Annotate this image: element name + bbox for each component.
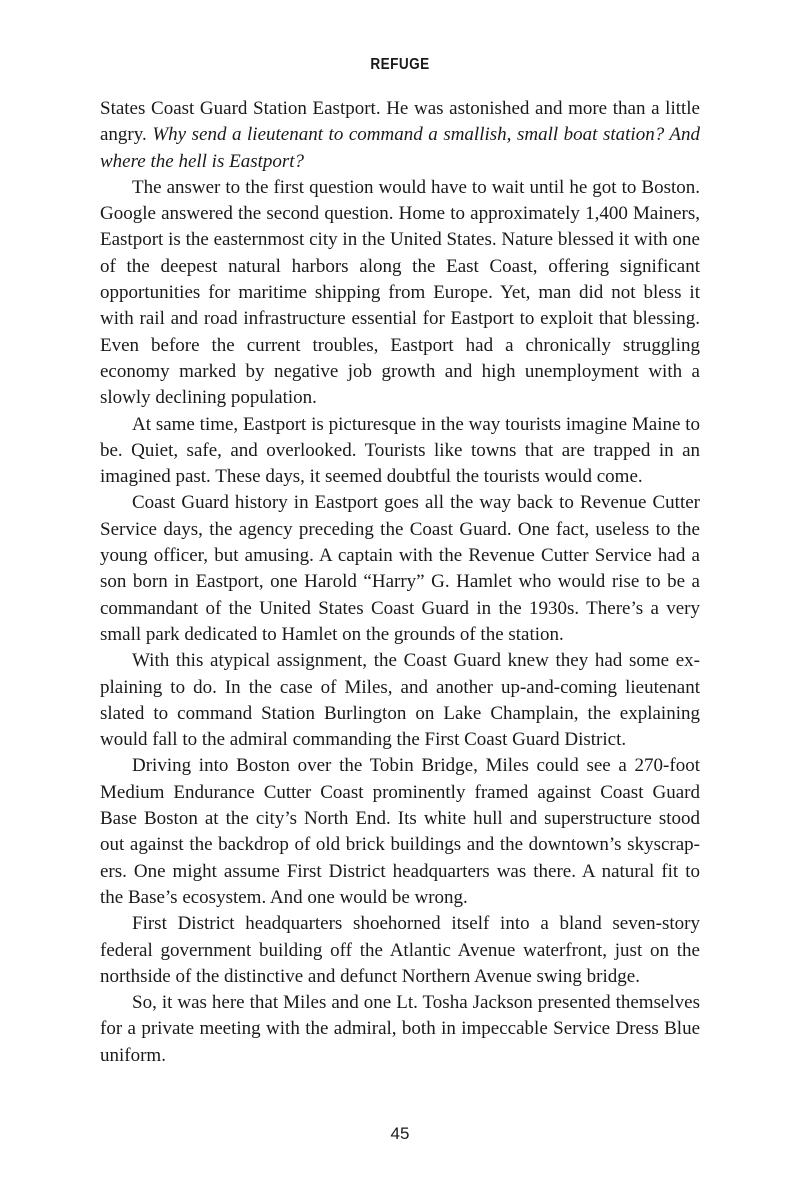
paragraph-4: Coast Guard history in Eastport goes all the way back to Revenue Cutter Service days, the agency preceding the Coast Guard. One fact, useless to the young officer, but amusing. A captain with the Revenue Cutter Service had a son born in Eastport, one Harold “Harry” G. Hamlet who would rise to be a commandant of the United States Coast Guard in the 1930s. There’s a very small park dedicated to Hamlet on the grounds of the station.: [100, 492, 700, 645]
paragraph-6: Driving into Boston over the Tobin Bridge, Miles could see a 270-foot Medium Endurance Cutter Coast prominently framed against Coast Guard Base Boston at the city’s North End. Its white hull and superstructure stood out against the backdrop of old brick buildings and the downtown’s skyscrapers. One might assume First District headquarters was there. A natural fit to the Base’s ecosystem. And one would be wrong.: [100, 755, 700, 908]
paragraph-1: [100, 96, 700, 175]
paragraph-5: With this atypical assignment, the Coast Guard knew they had some explaining to do. In the case of Miles, and another up-and-coming lieutenant slated to command Station Burlington on Lake Champlain, the explaining would fall to the admiral commanding the First Coast Guard District.: [100, 650, 700, 751]
paragraph-7: First District headquarters shoehorned itself into a bland seven-story federal government building off the Atlantic Avenue waterfront, just on the northside of the distinctive and defunct Northern Avenue swing bridge.: [100, 913, 700, 987]
running-head: REFUGE: [370, 56, 430, 73]
paragraph-2: The answer to the first question would have to wait until he got to Boston. Google answered the second question. Home to approximately 1,400 Mainers, Eastport is the easternmost city in the United States. Nature blessed it with one of the deepest natural harbors along the East Coast, offering significant opportunities for maritime shipping from Europe. Yet, man did not bless it with rail and road infrastructure essential for Eastport to exploit that blessing. Even before the current troubles, Eastport had a chronically struggling economy marked by negative job growth and high unemployment with a slowly declining population.: [100, 176, 700, 409]
page-number: 45: [390, 1124, 410, 1143]
paragraph-3: At same time, Eastport is picturesque in the way tourists imagine Maine to be. Quiet, safe, and overlooked. Tourists like towns that are trapped in an imagined past. These days, it seemed doubtful the tourists would come.: [100, 413, 700, 488]
body-text: [100, 96, 700, 1069]
paragraph-1-italic: Why send a lieutenant to command a smallish, small boat station? And where the hell is Eastport?: [100, 124, 701, 172]
paragraph-1-text: States Coast Guard Station Eastport. He was astonished and more than a little angry.: [100, 98, 700, 146]
paragraph-8: So, it was here that Miles and one Lt. Tosha Jackson presented themselves for a private meeting with the admiral, both in impeccable Service Dress Blue uniform.: [100, 992, 700, 1066]
